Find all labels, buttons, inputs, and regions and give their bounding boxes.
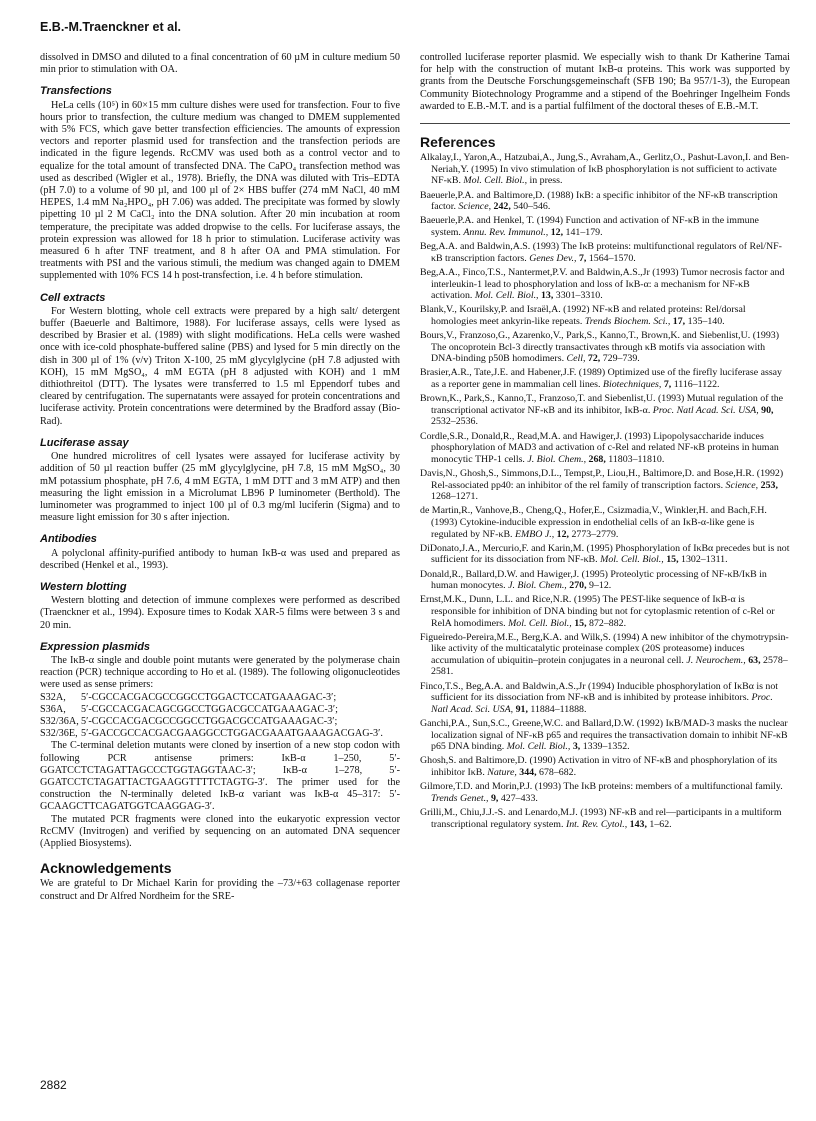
reference-text: Baeuerle,P.A. and Baltimore,D. (1988) IκB: a specific inhibitor of the NF-κB transcription factor. (420, 189, 778, 213)
reference-text: Gilmore,T.D. and Morin,P.J. (1993) The IκB proteins: members of a multifunctional family. (420, 781, 783, 793)
reference-item (420, 304, 790, 327)
reference-volume: 15, (666, 554, 679, 566)
acknowledgements-continued: controlled luciferase reporter plasmid. We especially wish to thank Dr Katherine Tamai for help with the construction of mutant IκB-α proteins. This work was supported by grants from the Deutsche Forschungsgemeinschaft (SFB 190; Ba 957/1-3), the European Community Biotechnology Programme and a stipend of the Boehringer Ingelheim Fonds awarded to E.B.-M.T. and is a partial fulfilment of the doctoral theses of E.B.-M.T. (420, 52, 790, 112)
reference-journal: Genes Dev., (529, 252, 577, 264)
reference-pages: 1302–1311. (681, 554, 728, 566)
reference-pages: 2773–2779. (571, 528, 619, 540)
reference-pages: 11803–11810. (608, 453, 665, 465)
reference-journal: Biotechniques, (602, 379, 662, 391)
reference-item (420, 718, 790, 753)
primer-item (40, 692, 400, 704)
reference-item (420, 755, 790, 778)
right-column (420, 52, 790, 833)
reference-item (420, 807, 790, 830)
reference-text: Alkalay,I., Yaron,A., Hatzubai,A., Jung,S., Avraham,A., Gerlitz,O., Pashut-Lavon,I. and Ben-Neriah,Y. (1995) In vivo stimulation of IκB phosphorylation is not sufficient to activate NF-κB. (420, 152, 790, 187)
reference-item (420, 393, 790, 428)
reference-item (420, 505, 790, 540)
reference-item (420, 781, 790, 804)
reference-volume: 7, (578, 252, 587, 264)
reference-text: Baeuerle,P.A. and Henkel, T. (1994) Function and activation of NF-κB in the immune system. (420, 215, 759, 238)
reference-journal: Mol. Cell. Biol., (474, 290, 539, 302)
reference-journal: Mol. Cell. Biol., (506, 741, 571, 753)
reference-volume: 344, (519, 767, 537, 778)
reference-list (420, 152, 790, 830)
reference-text: Finco,T.S., Beg,A.A. and Baldwin,A.S.,Jr (1994) Inducible phosphorylation of IκBα is not sufficient for its dissociation from NF-κB and is inhibited by protease inhibitors. (420, 680, 779, 704)
reference-text: de Martin,R., Vanhove,B., Cheng,Q., Hofer,E., Csizmadia,V., Winkler,H. and Bach,F.H. (1993) Cytokine-inducible expression in endothelial cells of an IκB-α-like gene is regulated by NF-κB. (420, 505, 767, 540)
reference-pages: 3301–3310. (555, 290, 603, 302)
reference-pages: 2532–2536. (431, 416, 478, 428)
reference-pages: 141–179. (565, 226, 603, 238)
reference-volume: 12, (550, 226, 564, 238)
page-number: 2882 (40, 1078, 67, 1092)
running-head: E.B.-M.Traenckner et al. (40, 20, 182, 34)
reference-volume: 253, (760, 479, 778, 491)
reference-text: Blank,V., Kourilsky,P. and Israël,A. (1992) NF-κB and related proteins: Rel/dorsal homologies meet ankyrin-like repeats. (420, 304, 746, 327)
reference-item (420, 569, 790, 592)
reference-journal: Proc. Natl Acad. Sci. USA, (652, 404, 759, 416)
reference-item (420, 681, 790, 716)
primer-sequence: 5′-CGCCACGACGCCGGCCTGGACTCCATGAAAGAC-3′; (81, 691, 337, 703)
reference-volume: 17, (672, 315, 686, 327)
reference-journal: J. Biol. Chem., (508, 580, 567, 592)
reference-text: Ernst,M.K., Dunn, L.L. and Rice,N.R. (1995) The PEST-like sequence of IκB-α is responsible for inhibition of DNA binding but not for cytoplasmic retention of c-Rel or RelA homodimers. (420, 594, 775, 629)
reference-pages: 9–12. (589, 580, 612, 592)
section-paragraph: Western blotting and detection of immune complexes were performed as described (Traenckner et al., 1994). Exposure times to Kodak XAR-5 films were between 3 s and 20 min. (40, 595, 400, 631)
primer-sequence: 5′-CGCCACGACGCCGGCCTGGACGCCATGAAAGAC-3′; (81, 715, 338, 727)
reference-journal: Proc. Natl Acad. Sci. USA, (431, 692, 773, 715)
primer-sequence: 5′-CGCCACGACAGCGGCCTGGACGCCATGAAAGAC-3′; (81, 703, 338, 715)
reference-text: Brasier,A.R., Tate,J.E. and Habener,J.F. (1989) Optimized use of the firefly luciferase assay as a reporter gene in mammalian cell lines. (420, 367, 782, 391)
primer-item (40, 704, 400, 716)
reference-journal: J. Biol. Chem., (527, 453, 587, 465)
reference-journal: Nature, (487, 767, 517, 778)
reference-pages: 540–546. (513, 201, 551, 213)
reference-volume: 72, (587, 353, 601, 365)
reference-item (420, 632, 790, 678)
reference-volume: 143, (629, 818, 647, 830)
reference-volume: 91, (515, 703, 528, 715)
reference-volume: 268, (588, 453, 606, 465)
reference-volume: 9, (490, 792, 499, 804)
reference-text: Donald,R., Ballard,D.W. and Hawiger,J. (1995) Proteolytic processing of NF-κB/IκB in human monocytes. (420, 568, 767, 592)
primer-label: S32/36A, (40, 715, 79, 727)
reference-text: Cordle,S.R., Donald,R., Read,M.A. and Hawiger,J. (1993) Lipopolysaccharide induces phosphorylation of MAD3 and activation of c-Rel and related NF-κB proteins in human monocytic THP-1 cells. (420, 430, 779, 465)
primer-label: S32A, (40, 691, 66, 703)
reference-journal: Trends Biochem. Sci., (584, 315, 671, 327)
reference-item (420, 241, 790, 264)
reference-journal: Cell, (566, 353, 586, 365)
reference-pages: 2578–2581. (431, 654, 788, 678)
expression-paragraph-1: The IκB-α single and double point mutants were generated by the polymerase chain reaction (PCR) technique according to Ho et al. (1989). The following oligonucleotides were used as sense primers: (40, 654, 400, 691)
methods-sections (40, 85, 400, 631)
reference-journal: Science, (458, 201, 492, 213)
reference-pages: 135–140. (687, 315, 725, 327)
primer-item (40, 716, 400, 728)
reference-item (420, 594, 790, 629)
reference-volume: 242, (493, 201, 511, 213)
reference-volume: 7, (663, 379, 672, 391)
reference-pages: 1268–1271. (431, 491, 478, 503)
reference-item (420, 215, 790, 238)
reference-item (420, 431, 790, 466)
section-divider (420, 123, 790, 124)
reference-pages: 678–682. (539, 767, 577, 778)
reference-text: Brown,K., Park,S., Kanno,T., Franzoso,T. and Siebenlist,U. (1993) Mutual regulation of the transcriptional activator NF-κB and its inhibitor, IκB-α. (420, 393, 784, 416)
reference-pages: 427–433. (500, 792, 538, 804)
reference-pages: 1–62. (649, 818, 672, 830)
reference-pages: 11884–11888. (530, 703, 587, 715)
reference-volume: 12, (556, 528, 569, 540)
reference-text: Grilli,M., Chiu,J.J.-S. and Lenardo,M.J. (1993) NF-κB and rel—participants in a multiform transcriptional regulatory system. (420, 806, 782, 830)
section-title: Cell extracts (40, 291, 106, 304)
reference-pages: 729–739. (602, 353, 640, 365)
reference-text: Davis,N., Ghosh,S., Simmons,D.L., Tempst,P., Liou,H., Baltimore,D. and Bose,H.R. (1992) Rel-associated pp40: an inhibitor of the rel family of transcription factors. (420, 468, 784, 491)
reference-volume: 15, (574, 617, 587, 629)
acknowledgements-text: We are grateful to Dr Michael Karin for providing the –73/+63 collagenase reporter construct and Dr Alfred Nordheim for the SRE- (40, 878, 400, 902)
reference-volume: 90, (761, 404, 774, 416)
primer-item (40, 728, 400, 740)
reference-journal: J. Neurochem., (686, 654, 746, 666)
reference-text: DiDonato,J.A., Mercurio,F. and Karin,M. (1995) Phosphorylation of IκBα precedes but is not sufficient for its dissociation from NF-κB. (420, 542, 790, 566)
section-paragraph: For Western blotting, whole cell extracts were prepared by a high salt/ detergent buffer (Baeuerle and Baltimore, 1988). For luciferase assays, cells were lysed as described by Brasier et al. (1989) with slight modifications. HeLa cells were washed once with ice-cold phosphate-buffered saline (PBS) and lysed for 5 min directly on the dish in 300 µl of 1% (v/v) Triton X-100, 25 mM glycylglycine (pH 7.8 adjusted with KOH), 15 mM MgSO₄, 4 mM EGTA (pH 8 adjusted with KOH) and 1 mM dithiothreitol (DTT). The lysates were transferred to 1.5 ml Eppendorf tubes and cleared by centrifugation. The supernatants were assayed for protein concentrations and luciferase activity. Protein concentrations were determined by the Bradford assay (Bio-Rad). (40, 305, 400, 427)
primer-label: S36A, (40, 703, 66, 715)
reference-text: Figueiredo-Pereira,M.E., Berg,K.A. and Wilk,S. (1994) A new inhibitor of the chymotrypsin-like activity of the multicatalytic proteinase complex (20S proteasome) induces accumulation of ubiquitin–protein conjugates in a neuronal cell. (420, 631, 789, 666)
section-title: Western blotting (40, 580, 127, 593)
reference-journal: Mol. Cell. Biol., (600, 554, 664, 566)
reference-pages: 1564–1570. (588, 252, 636, 264)
section-title: Transfections (40, 85, 112, 98)
reference-journal: EMBO J., (514, 528, 555, 540)
acknowledgements-heading: Acknowledgements (40, 860, 172, 877)
section-paragraph: One hundred microlitres of cell lysates were assayed for luciferase activity by addition of 50 µl reaction buffer (25 mM glycylglycine, pH 7.8, 15 mM MgSO₄, 30 mM potassium phosphate, pH 7.6, 4 mM EGTA, 1 mM DTT and 3 mM ATP) and then measuring the light emission in a Microlumat LB96 P luminometer (Berthold). The luminometer was programmed to inject 100 µl of 0.3 mg/ml luciferin (Sigma) and to measure light emission for 30 s after injection. (40, 451, 400, 524)
primer-label: S32/36E, (40, 728, 78, 740)
intro-paragraph: dissolved in DMSO and diluted to a final concentration of 60 µM in culture medium 50 min prior to stimulation with OA. (40, 52, 400, 76)
expression-paragraph-3: The mutated PCR fragments were cloned into the eukaryotic expression vector RcCMV (Invitrogen) and verified by sequencing on an automated DNA sequencer (Applied Biosystems). (40, 813, 400, 849)
reference-journal: Annu. Rev. Immunol., (463, 226, 549, 238)
reference-volume: 3, (572, 741, 581, 753)
reference-volume: 270, (569, 580, 587, 592)
reference-item (420, 190, 790, 213)
section-title: Luciferase assay (40, 436, 129, 449)
left-column (40, 52, 400, 903)
reference-item (420, 367, 790, 390)
section-paragraph: HeLa cells (10⁵) in 60×15 mm culture dishes were used for transfection. Four to five hours prior to transfection, the culture medium was changed to DMEM supplemented with 5% FCS, which gave better transfection efficiencies. The amounts of expression vectors and reporter plasmid used for transfection and the transfection periods are indicated in the figure legends. RcCMV was used both as a control vector and to equalize for the total amount of transfected DNA. The CaPO₄ transfection method was used as described (Wigler et al., 1978). Briefly, the DNA was diluted with Tris–EDTA (pH 7.0) to a volume of 90 µl, and 100 µl of 2× HBS buffer (274 mM NaCl, 40 mM HEPES, 1.4 mM Na₂HPO₄, pH 7.06) was added. The precipitate was formed by slowly pipetting 10 µl 2 M CaCl₂ into the DNA solution. After 20 min incubation at room temperature, the precipitate was added dropwise to the cells. For luciferase assays, the protein expression was allowed for 18 h prior to stimulation. Luciferase activity was measured 6 h after TNF treatment, and 8 h after OA and PMA stimulation. For treatments with PSI and the various stimuli, the medium was changed again to DMEM supplemented with 10% FCS 14 h post-transfection, i.e. 4 h before stimulation. (40, 99, 400, 282)
reference-journal: Mol. Cell. Biol., (508, 617, 572, 629)
reference-item (420, 543, 790, 566)
reference-text: Beg,A.A., Finco,T.S., Nantermet,P.V. and Baldwin,A.S.,Jr (1993) Tumor necrosis factor and interleukin-1 lead to phosphorylation and loss of IκB-α: a mechanism for NF-κB activation. (420, 266, 785, 302)
reference-journal: Int. Rev. Cytol., (565, 818, 628, 830)
primer-list (40, 692, 400, 741)
section-title: Antibodies (40, 533, 97, 546)
reference-item (420, 152, 790, 187)
reference-pages: 1116–1122. (673, 379, 720, 391)
reference-pages: in press. (529, 175, 563, 187)
primer-sequence: 5′-GACCGCCACGACGAAGGCCTGGACGAAATGAAAGACGAG-3′. (81, 728, 383, 740)
section-title-expression-plasmids: Expression plasmids (40, 640, 151, 653)
reference-item (420, 267, 790, 302)
reference-pages: 1339–1352. (582, 741, 630, 753)
reference-pages: 872–882. (589, 617, 627, 629)
expression-paragraph-2: The C-terminal deletion mutants were cloned by insertion of a new stop codon with following PCR antisense primers: IκB-α 1–250, 5′-GGATCCTCTAGATTAGCCCTGGTAGGTAAC-3′; IκB-α 1–278, 5′-GGATCCTCTAGATTACTGAAGGTTTTCTAGTG-3′. The primer used for the construction the N-terminally deleted IκB-α variant was IκB-α 45–317: 5′-GCAAGCTTCAGATGGTCAAGGAG-3′. (40, 740, 400, 813)
reference-text: Beg,A.A. and Baldwin,A.S. (1993) The IκB proteins: multifunctional regulators of Rel/NF-κB transcription factors. (420, 241, 782, 264)
references-heading: References (420, 134, 496, 151)
section-paragraph: A polyclonal affinity-purified antibody to human IκB-α was used and prepared as described (Henkel et al., 1993). (40, 547, 400, 571)
reference-item (420, 330, 790, 365)
reference-text: Ganchi,P.A., Sun,S.C., Greene,W.C. and Ballard,D.W. (1992) IκB/MAD-3 masks the nuclear localization signal of NF-κB p65 and requires the transactivation domain to inhibit NF-κB p65 DNA binding. (420, 718, 788, 753)
reference-volume: 13, (540, 290, 554, 302)
reference-text: Ghosh,S. and Baltimore,D. (1990) Activation in vitro of NF-κB and phosphorylation of its inhibitor IκB. (420, 755, 778, 778)
reference-journal: Mol. Cell. Biol., (463, 175, 528, 187)
reference-item (420, 468, 790, 503)
reference-text: Bours,V., Franzoso,G., Azarenko,V., Park,S., Kanno,T., Brown,K. and Siebenlist,U. (1993) The oncoprotein Bcl-3 directly transactivates through κB motifs via association with DNA-binding p50B homodimers. (420, 330, 780, 365)
reference-journal: Science, (725, 479, 759, 491)
reference-journal: Trends Genet., (431, 792, 489, 804)
reference-volume: 63, (748, 654, 761, 666)
